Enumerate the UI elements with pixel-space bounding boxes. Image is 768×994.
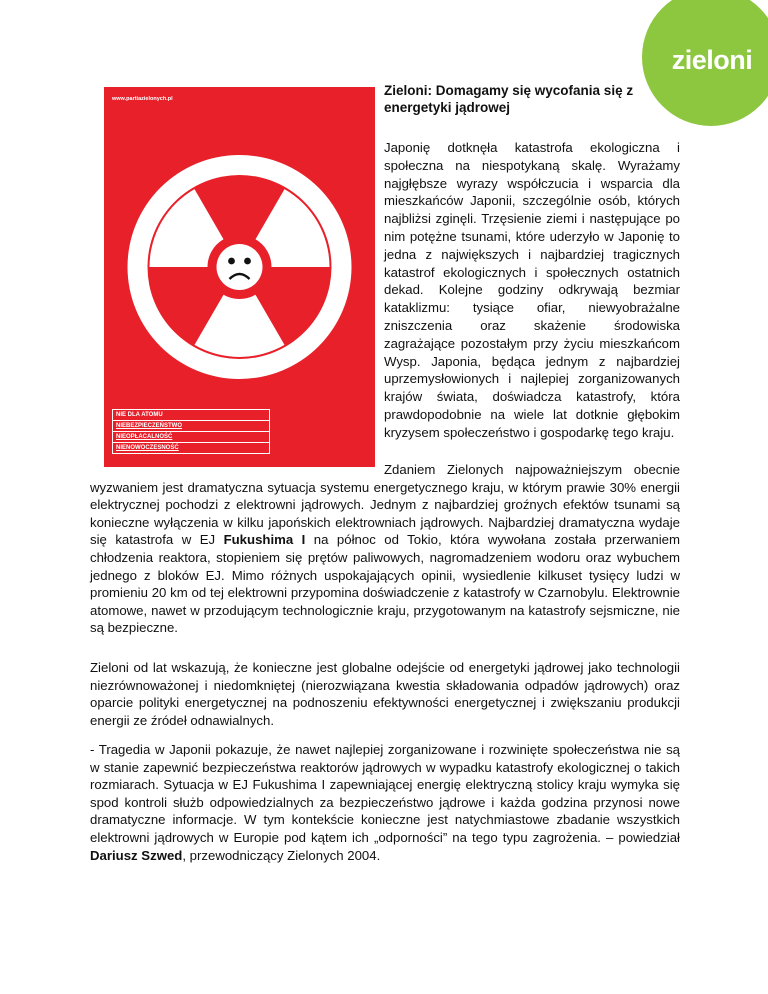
sad-face-icon	[217, 244, 263, 290]
article-paragraph: Zieloni od lat wskazują, że konieczne jest globalne odejście od energetyki jądrowej jako technologii niezrównoważonej i niedomkniętej (nierozwiązana kwestia składowania odpadów jądrowych) oraz oparcie polityki energetycznej na podnoszeniu efektywności energetycznej i zwiększaniu produkcji energii ze źródeł odnawialnych.	[90, 660, 680, 728]
poster-url: www.partiazielonych.pl	[112, 96, 173, 102]
poster-slogan: NIENOWOCZESNOŚĆ	[113, 442, 269, 453]
article-paragraph: - Tragedia w Japonii pokazuje, że nawet najlepiej zorganizowane i rozwinięte społeczeństwa nie są w stanie zapewnić bezpieczeństwa reaktorów jądrowych w wypadku katastrofy ekologicznej o takich rozmiarach. Sytuacja w EJ Fukushima I zapewniającej energię elektryczną stolicy kraju wymyka się spod kontroli służb odpowiedzialnych za bezpieczeństwo jądrowe i każda godzina przynosi nowe dramatyczne informacje. W tym kontekście konieczne jest natychmiastowe zbadanie wszystkich elektrowni jądrowych w Europie pod kątem ich „odporności” na tego typu zagrożenia. – powiedział Dariusz Szwed, przewodniczący Zielonych 2004.	[90, 742, 680, 863]
article-intro: Japonię dotknęła katastrofa ekologiczna i społeczna na niespotykaną skalę. Wyrażamy najgłębsze wyrazy współczucia i wsparcia dla mieszkańców Japonii, szczególnie osób, których najbliżsi zginęli. Trzęsienie ziemi i następujące po nim potężne tsunami, które uderzyło w Japonię to jedna z największych i najbardziej tragicznych katastrof ekologicznych i społecznych ostatnich dekad. Kolejne godziny odkrywają bezmiar kataklizmu: tysiące ofiar, niewyobrażalne zniszczenia oraz skażenie środowiska zagrażające pozostałym przy życiu mieszkańcom Wysp. Japonia, będąca jednym z najbardziej uprzemysłowionych i najlepiej zorganizowanych krajów świata, doświadcza katastrofy, która prawdopodobnie na wiele lat dotknie głębokim kryzysem społeczeństwo i gospodarkę tego kraju.	[384, 140, 680, 440]
speaker-name: Dariusz Szwed	[90, 847, 183, 863]
logo-text: zieloni	[671, 44, 753, 75]
article-title: Zieloni: Domagamy się wycofania się z energetyki jądrowej	[384, 83, 634, 115]
article-paragraph: Zdaniem Zielonych najpoważniejszym obecnie wyzwaniem jest dramatyczna sytuacja systemu energetycznego kraju, w którym prawie 30% energii elektrycznej pochodzi z elektrowni jądrowych. Jednym z najbardziej groźnych efektów tsunami są konieczne wyłączenia w kilku japońskich elektrowniach jądrowych. Najbardziej dramatyczna wydaje się katastrofa w EJ Fukushima I na północ od Tokio, która wywołana została przerwaniem chłodzenia reaktora, stopieniem się prętów paliwowych, nagromadzeniem wodoru oraz wybuchem jednego z bloków EJ. Mimo różnych uspokajających opinii, wysiedlenie kilkuset tysięcy ludzi w promieniu 20 km od tej elektrowni przypomina doświadczenie z katastrofy w Czarnobylu. Elektrownie atomowe, nawet w przodującym technologicznie kraju, przygotowanym na katastrofy sejsmiczne, nie są bezpieczne.	[90, 462, 680, 636]
poster-slogan: NIEBEZPIECZEŃSTWO	[113, 420, 269, 431]
poster-slogan: NIEOPŁACALNOŚĆ	[113, 431, 269, 442]
plant-name: Fukushima I	[223, 532, 306, 548]
anti-nuclear-poster	[104, 87, 375, 467]
poster-slogan-box	[112, 409, 270, 454]
poster-slogan: NIE DLA ATOMU	[116, 412, 163, 418]
